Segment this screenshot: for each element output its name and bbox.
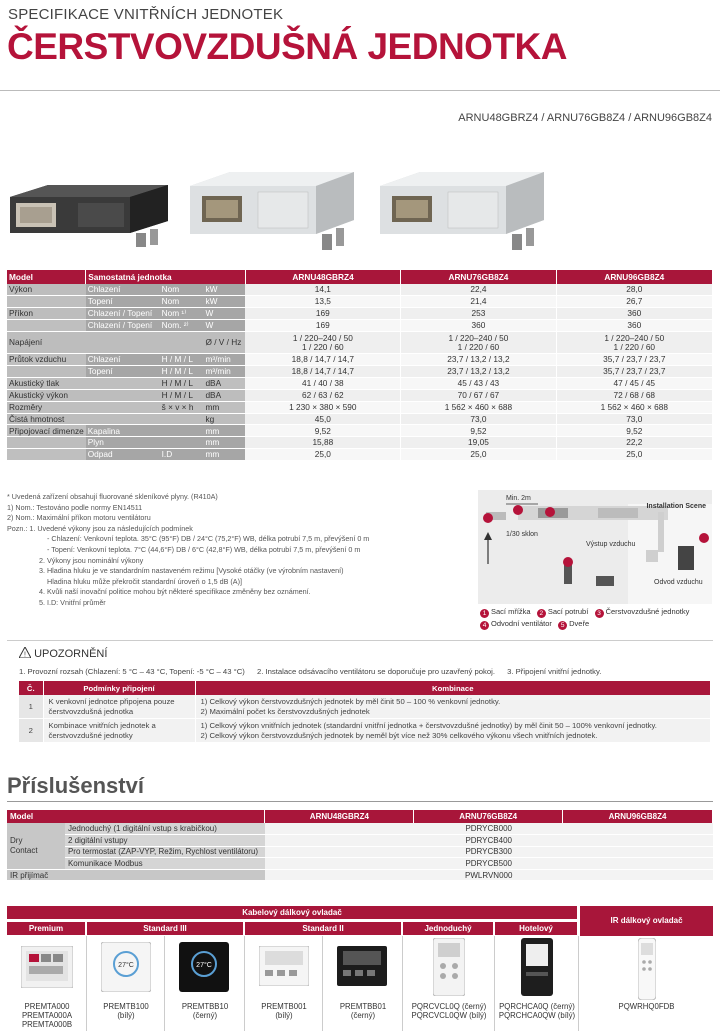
accessories-header-model-3: ARNU96GB8Z4 [563,810,713,823]
spec-unit: W [203,320,245,332]
note-line: 3. Hladina hluku je ve standardním nastaveném režimu [Vysoké otáčky (ve výrobním nastavení) [39,566,344,576]
note-line: 4. Kvůli naší inovační politice mohou být některé specifikace změněny bez oznámení. [39,587,311,597]
ir-receiver-code: PWLRVN000 [265,869,713,881]
spec-subparam: Odpad [86,449,160,461]
controller-label: PQWRHQ0FDB [618,1002,675,1011]
accessories-header-model-2: ARNU76GB8Z4 [414,810,563,823]
spec-value: 9,52 [556,425,712,437]
spec-value: 26,7 [556,296,712,308]
combination-line: 1) Celkový výkon vnitřních jednotek (standardní vnitřní jednotka + čerstvovzdušné jednotky) by měl činit 50 – 100% venkovní jednotky. [200,721,657,730]
scene-title: Installation Scene [646,503,706,510]
spec-param: Akustický tlak [7,377,86,389]
spec-condition [160,332,204,354]
spec-value: 28,0 [556,284,712,296]
spec-param [7,449,86,461]
spec-value: 15,88 [245,437,400,449]
controller-label: PREMTBB01 (černý) [339,1002,387,1020]
page-title: ČERSTVOVZDUŠNÁ JEDNOTKA [7,26,567,67]
legend-label: Dveře [569,619,590,628]
spec-unit: Ø / V / Hz [203,332,245,354]
legend-item-2 [537,607,588,616]
group-standard-iii: Standard III [87,922,243,935]
spec-value: 360 [556,320,712,332]
table-row [7,413,713,425]
controller-label: PREMTA000 PREMTA000A PREMTA000B [21,1002,73,1029]
spec-condition [160,413,204,425]
spec-value: 1 / 220–240 / 50 1 / 220 / 60 [245,332,400,354]
spec-subparam: Kapalina [86,425,160,437]
spec-value: 9,52 [245,425,400,437]
controller-label: PREMTB100 (bílý) [103,1002,149,1020]
spec-unit: kg [203,413,245,425]
table-row [7,858,713,870]
warning-item: 3. Připojení vnitřní jednotky. [507,667,602,676]
scene-slope: 1/30 sklon [506,531,538,538]
spec-header-model-3: ARNU96GB8Z4 [556,270,712,284]
spec-unit: kW [203,284,245,296]
legend-item-1 [480,607,531,616]
spec-param: Průtok vzduchu [7,354,86,366]
accessory-name: 2 digitální vstupy [65,835,265,847]
page-supertitle: SPECIFIKACE VNITŘNÍCH JEDNOTEK [8,6,284,23]
spec-param [7,437,86,449]
spec-param: Výkon [7,284,86,296]
table-row [7,869,713,881]
spec-unit: mm [203,449,245,461]
warning-title-text: UPOZORNĚNÍ [34,648,108,660]
spec-param: Příkon [7,308,86,320]
table-row [7,332,713,354]
spec-condition: Nom ¹⁾ [160,308,204,320]
table-row [7,401,713,413]
warning-section [7,640,713,755]
spec-table [7,270,713,461]
legend-item-3 [595,607,690,616]
spec-param: Rozměry [7,401,86,413]
table-row [7,437,713,449]
legend-number: 4 [480,621,489,630]
row-number: 1 [19,695,43,719]
spec-unit: mm [203,425,245,437]
note-line: Pozn.: 1. Uvedené výkony jsou za následujících podmínek [7,523,193,533]
svg-text:!: ! [24,651,26,658]
row-condition: K venkovní jednotce připojena pouze čerstvovzdušná jednotka [43,695,195,719]
connection-table [19,681,711,743]
legend-label: Sací potrubí [547,607,589,616]
controller-hotel-image [521,938,553,996]
controller-premium-image [21,946,73,988]
controller-black-square-image [337,946,387,986]
accessory-code: PDRYCB400 [265,835,713,847]
spec-value: 41 / 40 / 38 [245,377,400,389]
accessory-code: PDRYCB500 [265,858,713,870]
controller-ir-image [638,938,656,1000]
scene-marker-4 [699,533,709,543]
unit-image-2 [188,170,358,256]
row-condition: Kombinace vnitřních jednotek a čerstvovzdušné jednotky [43,719,195,743]
spec-condition: Nom. ²⁾ [160,320,204,332]
connection-header-combination: Kombinace [195,681,711,695]
spec-subparam [86,413,160,425]
spec-value: 35,7 / 23,7 / 23,7 [556,365,712,377]
spec-subparam: Topení [86,296,160,308]
spec-param [7,320,86,332]
spec-unit: m³/min [203,354,245,366]
spec-condition: š × v × h [160,401,204,413]
combination-line: 2) Celkový výkon čerstvovzdušných jednotek by neměl být více než 30% celkového výkonu všech vnitřních jednotek. [200,730,598,740]
legend-number: 3 [595,609,604,618]
warning-icon [19,647,31,658]
group-simple: Jednoduchý [403,922,493,935]
accessory-name: Jednoduchý (1 digitální vstup s krabičkou) [65,823,265,835]
table-row [7,320,713,332]
row-combination [195,695,711,719]
controller-black-round-image [179,942,229,992]
scene-marker-5 [563,557,573,567]
scene-marker-2 [513,505,523,515]
group-standard-ii: Standard II [245,922,401,935]
accessory-name: Komunikace Modbus [65,858,265,870]
connection-header-condition: Podmínky připojení [43,681,195,695]
table-row [19,695,711,719]
combination-line: 1) Celkový výkon čerstvovzdušných jednotek by měl činit 50 – 100 % venkovní jednotky. [200,697,501,706]
spec-value: 25,0 [245,449,400,461]
accessories-table [7,810,713,881]
spec-value: 73,0 [401,413,556,425]
spec-notes [7,492,467,609]
warning-item: 2. Instalace odsávacího ventilátoru se doporučuje pro uzavřený pokoj. [256,667,495,676]
table-row [7,284,713,296]
accessories-divider [7,801,713,802]
wired-controller-header: Kabelový dálkový ovladač [7,906,577,919]
spec-subparam: Chlazení [86,354,160,366]
spec-header-unit: Samostatná jednotka [86,270,246,284]
legend-number: 1 [480,609,489,618]
note-line: 2. Výkony jsou nominální výkony [39,555,144,565]
spec-condition: H / M / L [160,389,204,401]
table-row [7,846,713,858]
spec-condition: Nom [160,284,204,296]
spec-value: 253 [401,308,556,320]
spec-param [7,296,86,308]
connection-header-number: Č. [19,681,43,695]
spec-unit: m³/min [203,365,245,377]
spec-value: 25,0 [556,449,712,461]
legend-number: 2 [537,609,546,618]
ir-receiver-name: IR přijímač [7,869,265,881]
spec-condition: Nom [160,296,204,308]
spec-subparam [86,401,160,413]
header-divider [0,90,720,91]
spec-value: 360 [556,308,712,320]
spec-condition: I.D [160,449,204,461]
warning-item: 1. Provozní rozsah (Chlazení: 5 °C – 43 °C, Topení: -5 °C – 43 °C) [19,667,245,676]
model-list: ARNU48GBRZ4 / ARNU76GB8Z4 / ARNU96GB8Z4 [458,112,712,124]
table-row [7,823,713,835]
legend-label: Čerstvovzdušné jednotky [605,607,690,616]
spec-value: 22,2 [556,437,712,449]
spec-value: 13,5 [245,296,400,308]
spec-condition: H / M / L [160,354,204,366]
spec-value: 21,4 [401,296,556,308]
spec-subparam: Plyn [86,437,160,449]
spec-value: 1 / 220–240 / 50 1 / 220 / 60 [401,332,556,354]
legend-label: Sací mřížka [491,607,531,616]
spec-header-model-1: ARNU48GBRZ4 [245,270,400,284]
spec-subparam: Chlazení [86,284,160,296]
spec-subparam: Topení [86,365,160,377]
spec-unit: mm [203,401,245,413]
table-row [7,425,713,437]
spec-value: 25,0 [401,449,556,461]
spec-unit: dBA [203,377,245,389]
svg-text:27°C: 27°C [196,962,212,969]
scene-marker-3 [545,507,555,517]
spec-condition [160,425,204,437]
note-line: 2) Nom.: Maximální příkon motoru ventilátoru [7,513,151,523]
table-row [7,377,713,389]
spec-unit: dBA [203,389,245,401]
note-line: - Chlazení: Venkovní teplota. 35°C (95°F) DB / 24°C (75,2°F) WB, délka potrubí 7,5 m, převýšení 0 m [47,534,370,544]
note-line: * Uvedená zařízení obsahují fluorované skleníkové plyny. (R410A) [7,492,218,501]
spec-param: Akustický výkon [7,389,86,401]
controller-label: PQRCHCA0Q (černý) PQRCHCA0QW (bílý) [498,1002,576,1020]
spec-value: 35,7 / 23,7 / 23,7 [556,354,712,366]
spec-value: 23,7 / 13,2 / 13,2 [401,365,556,377]
spec-value: 45 / 43 / 43 [401,377,556,389]
spec-value: 62 / 63 / 62 [245,389,400,401]
accessory-code: PDRYCB300 [265,846,713,858]
scene-air-outlet: Výstup vzduchu [586,541,636,548]
spec-value: 73,0 [556,413,712,425]
scene-min-distance: Min. 2m [506,495,531,502]
spec-subparam [86,389,160,401]
controller-label: PQRCVCL0Q (černý) PQRCVCL0QW (bílý) [411,1002,487,1020]
table-row [7,449,713,461]
spec-value: 9,52 [401,425,556,437]
table-row [7,389,713,401]
controller-ir [580,936,713,1031]
spec-value: 1 562 × 460 × 688 [556,401,712,413]
ir-controller-header: IR dálkový ovladač [580,906,713,936]
warning-list [19,667,611,676]
spec-value: 18,8 / 14,7 / 14,7 [245,354,400,366]
spec-unit: kW [203,296,245,308]
spec-param: Čistá hmotnost [7,413,86,425]
accessories-title: Příslušenství [7,773,144,798]
spec-value: 22,4 [401,284,556,296]
spec-value: 1 562 × 460 × 688 [401,401,556,413]
controller-label: PREMTB001 (bílý) [261,1002,307,1020]
note-line: 5. I.D: Vnitřní průměr [39,597,106,607]
legend-item-4 [480,619,552,628]
spec-value: 14,1 [245,284,400,296]
table-row [7,354,713,366]
spec-subparam [86,332,160,354]
scene-marker-1 [483,513,493,523]
spec-value: 70 / 67 / 67 [401,389,556,401]
controller-simple-image [433,938,465,996]
accessory-code: PDRYCB000 [265,823,713,835]
spec-value: 1 230 × 380 × 590 [245,401,400,413]
spec-value: 1 / 220–240 / 50 1 / 220 / 60 [556,332,712,354]
spec-value: 45,0 [245,413,400,425]
spec-condition [160,437,204,449]
spec-unit: mm [203,437,245,449]
group-premium: Premium [7,922,85,935]
spec-header-model-2: ARNU76GB8Z4 [401,270,556,284]
spec-header-model: Model [7,270,86,284]
note-line: 1) Nom.: Testováno podle normy EN14511 [7,502,143,512]
row-number: 2 [19,719,43,743]
spec-value: 169 [245,320,400,332]
table-row [7,365,713,377]
accessories-header-model: Model [7,810,265,823]
row-combination [195,719,711,743]
spec-subparam [86,377,160,389]
legend-item-5 [558,619,589,628]
spec-param: Připojovací dimenze [9,425,84,436]
accessory-name: Pro termostat (ZAP-VYP, Režim, Rychlost ventilátoru) [65,846,265,858]
spec-value: 47 / 45 / 45 [556,377,712,389]
controller-label: PREMTBB10 (černý) [181,1002,229,1020]
spec-value: 23,7 / 13,2 / 13,2 [401,354,556,366]
table-row [7,835,713,847]
spec-value: 19,05 [401,437,556,449]
spec-unit: W [203,308,245,320]
spec-value: 18,8 / 14,7 / 14,7 [245,365,400,377]
scene-air-exhaust: Odvod vzduchu [654,579,703,586]
group-hotel: Hotelový [495,922,577,935]
spec-param: Napájení [7,332,86,354]
spec-condition: H / M / L [160,365,204,377]
warning-title [19,647,107,660]
spec-subparam: Chlazení / Topení [86,308,160,320]
note-line: - Topení: Venkovní teplota. 7°C (44,6°F) DB / 6°C (42,8°F) WB, délka potrubí 7,5 m, převýšení 0 m [47,544,361,554]
accessories-group: Dry Contact [7,823,65,869]
spec-param [7,365,86,377]
legend-number: 5 [558,621,567,630]
table-row [7,296,713,308]
controller-white-square-image [259,946,309,986]
spec-value: 169 [245,308,400,320]
unit-image-1 [8,183,170,255]
note-line: Hladina hluku může překročit standardní úroveň o 1,5 dB (A)] [47,576,242,586]
spec-condition: H / M / L [160,377,204,389]
legend-label: Odvodní ventilátor [491,619,552,628]
table-row [19,719,711,743]
scene-legend [480,606,716,630]
accessories-header-model-1: ARNU48GBRZ4 [265,810,414,823]
svg-text:27°C: 27°C [118,962,134,969]
combination-line: 2) Maximální počet ks čerstvovzdušných jednotek [200,706,370,716]
spec-value: 72 / 68 / 68 [556,389,712,401]
spec-value: 360 [401,320,556,332]
unit-image-3 [378,170,548,256]
spec-subparam: Chlazení / Topení [86,320,160,332]
table-row [7,308,713,320]
controller-white-round-image [101,942,151,992]
